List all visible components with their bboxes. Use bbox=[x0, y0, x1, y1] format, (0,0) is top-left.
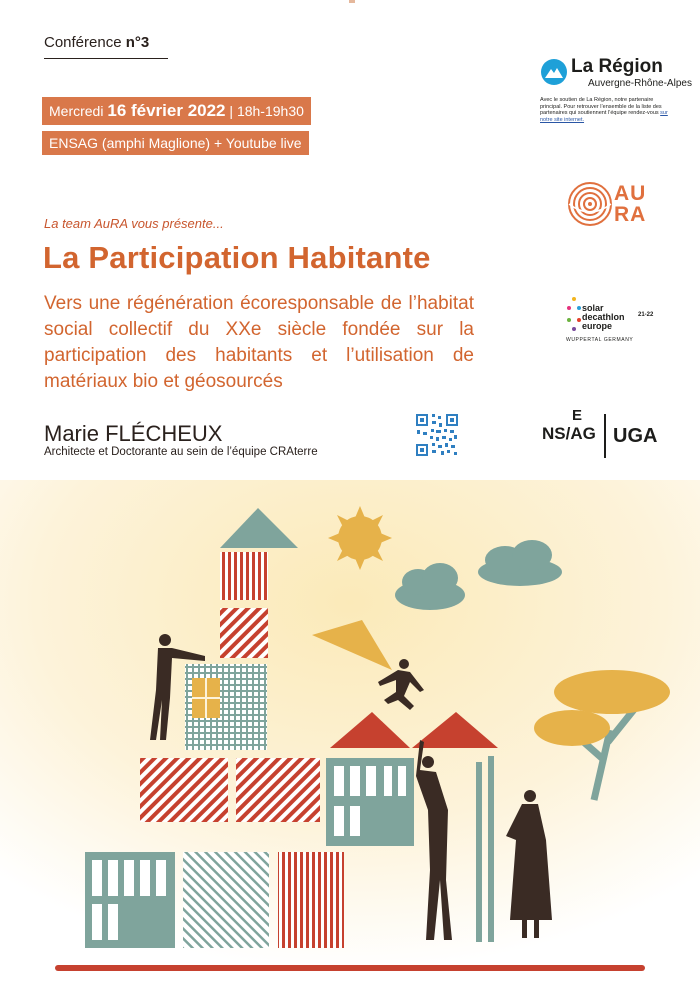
bottom-bar bbox=[55, 965, 645, 971]
ensag-letter-e: E bbox=[572, 407, 583, 424]
speaker-name: Marie FLÉCHEUX bbox=[44, 421, 223, 446]
qr-code-icon bbox=[414, 412, 460, 458]
tower-block-1 bbox=[220, 552, 268, 600]
venue-tag: ENSAG (amphi Maglione) + Youtube live bbox=[42, 131, 309, 155]
block-red-stripes-2 bbox=[236, 758, 320, 822]
sun-icon bbox=[328, 506, 392, 570]
sd-line1: solar bbox=[582, 303, 604, 313]
subtitle: Vers une régénération écoresponsable de l’habitat social collectif du XXe siècle fondée sur la participation des habitants et l’utilisation de matériaux bio et géosourcés bbox=[44, 293, 474, 392]
solar-decathlon-dots-icon bbox=[566, 296, 582, 332]
conference-word: Conférence bbox=[44, 34, 122, 51]
region-note-link[interactable]: sur notre site internet. bbox=[540, 110, 668, 123]
tower-block-2 bbox=[220, 608, 268, 658]
solar-decathlon-text bbox=[582, 304, 625, 331]
intro-text: La team AuRA vous présente... bbox=[44, 216, 224, 231]
block-red-vertical bbox=[278, 852, 344, 948]
aura-logo-text bbox=[614, 183, 646, 225]
conference-label bbox=[44, 34, 149, 51]
block-teal-stripes bbox=[183, 852, 269, 948]
ensag-logo-text: NS/AG bbox=[542, 424, 596, 443]
weekday: Mercredi bbox=[49, 103, 104, 119]
region-note bbox=[540, 97, 670, 123]
fingerprint-icon bbox=[566, 180, 614, 228]
conference-number: n°3 bbox=[125, 34, 150, 51]
date-separator: | bbox=[229, 103, 234, 119]
aura-line2: RA bbox=[614, 203, 647, 226]
region-subtitle: Auvergne-Rhône-Alpes bbox=[588, 78, 692, 89]
uga-logo-text: UGA bbox=[613, 425, 658, 447]
region-name: La Région bbox=[571, 56, 663, 77]
region-logo-icon bbox=[540, 58, 568, 86]
sd-year: 21-22 bbox=[638, 312, 654, 318]
logo-divider bbox=[604, 414, 606, 458]
event-time: 18h-19h30 bbox=[236, 103, 304, 119]
page-title: La Participation Habitante bbox=[43, 240, 431, 275]
sd-line3: europe bbox=[582, 321, 613, 331]
participation-illustration bbox=[0, 480, 700, 970]
aura-line1: AU bbox=[614, 182, 647, 205]
block-red-stripes bbox=[140, 758, 228, 822]
top-mark bbox=[349, 0, 355, 3]
sd-line2: decathlon bbox=[582, 312, 625, 322]
event-date: 16 février 2022 bbox=[107, 101, 226, 120]
region-note-text: Avec le soutien de La Région, notre partenaire principal. Pour retrouver l’ensemble de la liste des partenaires qui soutiennent l’équipe rendez-vous bbox=[540, 97, 662, 116]
sd-city: WUPPERTAL GERMANY bbox=[566, 337, 634, 343]
date-tag bbox=[42, 97, 311, 125]
header-underline bbox=[44, 58, 168, 59]
speaker-role: Architecte et Doctorante au sein de l’équipe CRAterre bbox=[44, 446, 318, 458]
